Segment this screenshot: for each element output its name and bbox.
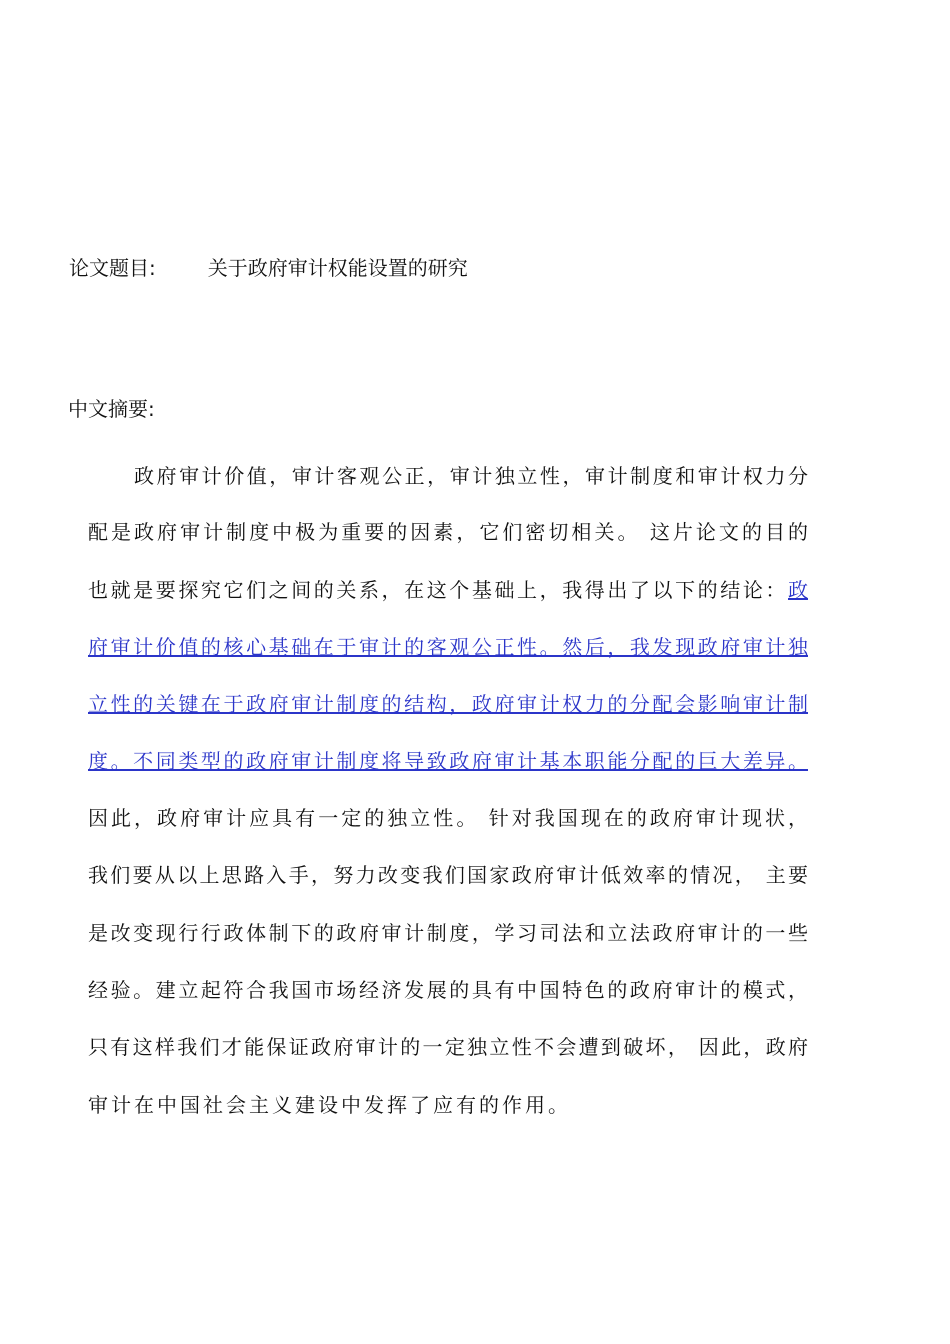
abstract-text: 审计在中国社会主义建设中发挥了应有的作用。 (88, 1093, 571, 1117)
abstract-heading: 中文摘要: (68, 397, 155, 421)
abstract-text: 是改变现行行政体制下的政府审计制度，学习司法和立法政府审计的一些 (88, 921, 808, 945)
abstract-line (88, 919, 808, 947)
abstract-line (88, 1033, 808, 1061)
abstract-line (88, 1091, 808, 1119)
abstract-line (88, 861, 808, 889)
thesis-title-label: 论文题目: (69, 256, 156, 280)
abstract-line (88, 518, 808, 546)
abstract-text: 经验。建立起符合我国市场经济发展的具有中国特色的政府审计的模式， (88, 978, 808, 1002)
abstract-line (88, 804, 808, 832)
thesis-title: 关于政府审计权能设置的研究 (207, 256, 468, 280)
abstract-text: 只有这样我们才能保证政府审计的一定独立性不会遭到破坏， 因此，政府 (88, 1035, 808, 1059)
abstract-line (88, 633, 808, 661)
abstract-link-text[interactable]: 政 (788, 578, 808, 602)
abstract-text: 政府审计价值，审计客观公正，审计独立性，审计制度和审计权力分 (134, 464, 808, 488)
abstract-text: 也就是要探究它们之间的关系，在这个基础上，我得出了以下的结论： (88, 578, 788, 602)
abstract-text: 配是政府审计制度中极为重要的因素，它们密切相关。 这片论文的目的 (88, 520, 808, 544)
abstract-link-text[interactable]: 府审计价值的核心基础在于审计的客观公正性。然后，我发现政府审计独 (88, 635, 808, 659)
abstract-line (88, 976, 808, 1004)
abstract-line (88, 576, 808, 604)
thesis-title-row (69, 254, 468, 282)
abstract-line (134, 462, 808, 490)
abstract-link-text[interactable]: 立性的关键在于政府审计制度的结构，政府审计权力的分配会影响审计制 (88, 692, 808, 716)
abstract-line (88, 690, 808, 718)
abstract-link-text[interactable]: 度。不同类型的政府审计制度将导致政府审计基本职能分配的巨大差异。 (88, 749, 808, 773)
abstract-line (88, 747, 808, 775)
abstract-text: 我们要从以上思路入手，努力改变我们国家政府审计低效率的情况， 主要 (88, 863, 808, 887)
abstract-text: 因此，政府审计应具有一定的独立性。 针对我国现在的政府审计现状， (88, 806, 808, 830)
